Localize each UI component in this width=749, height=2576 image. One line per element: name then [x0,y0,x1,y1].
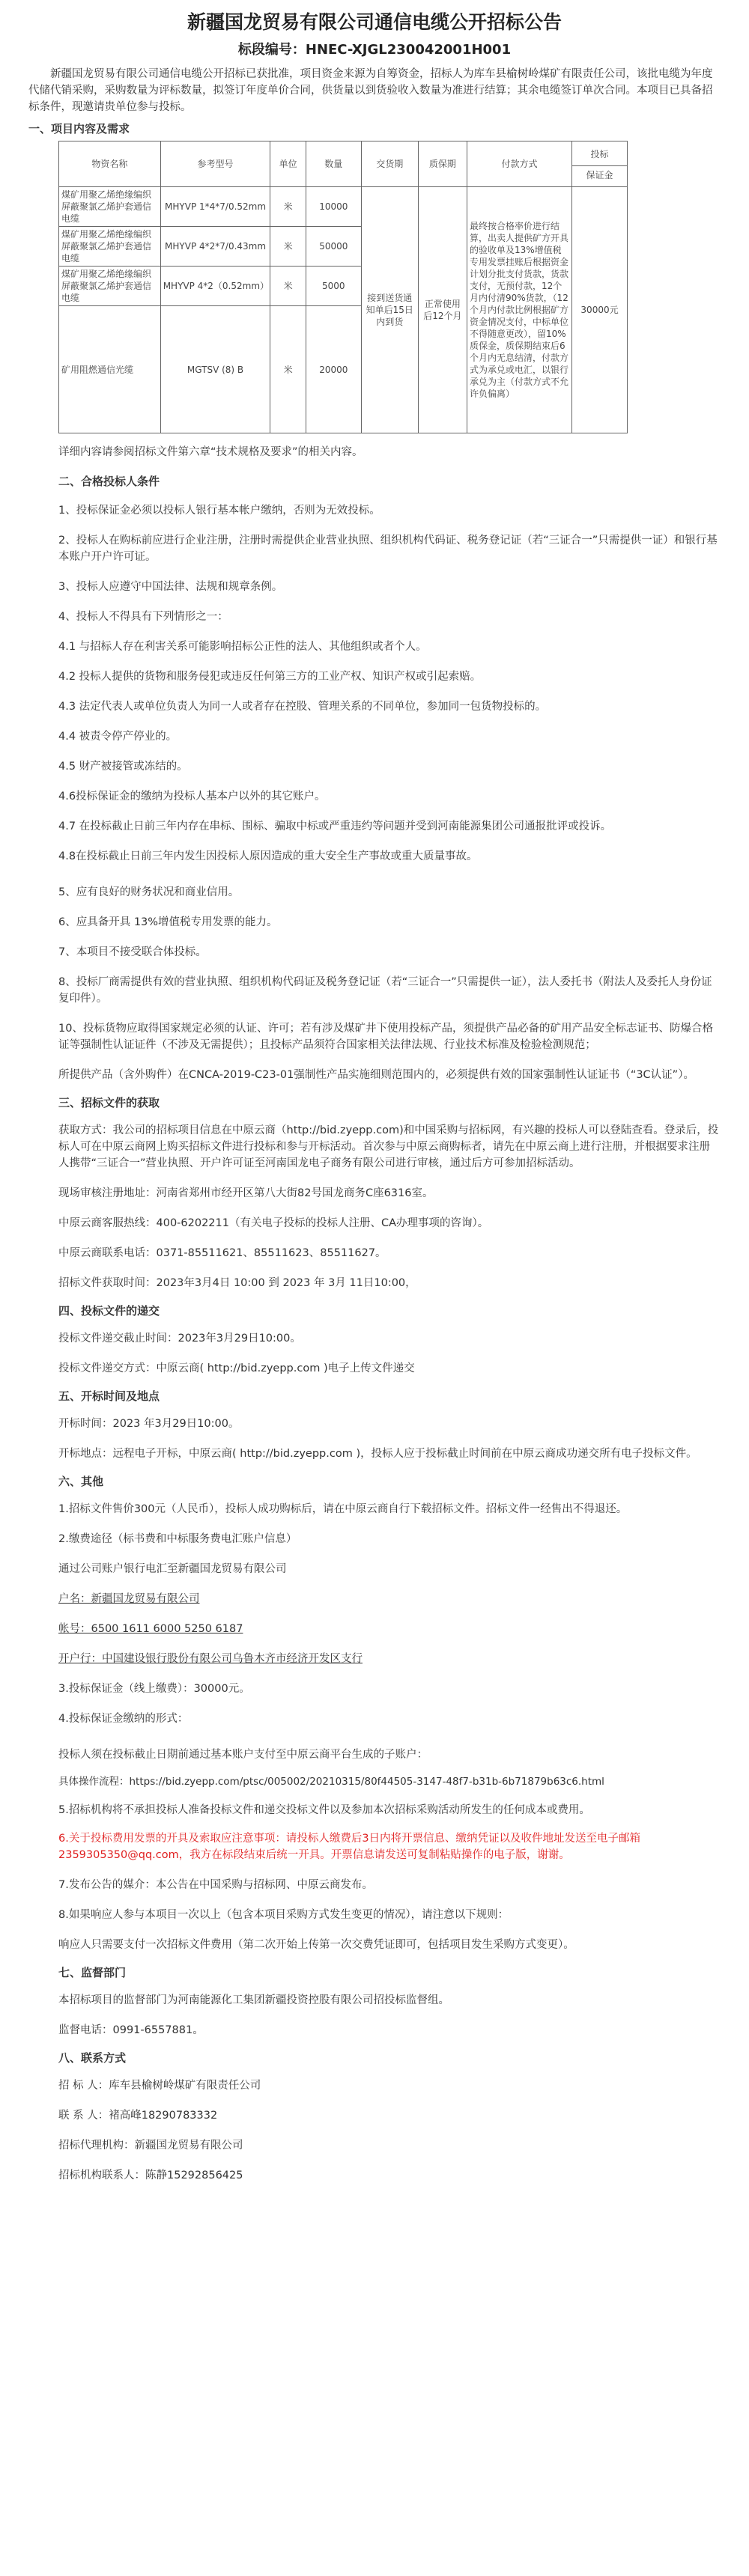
condition-item: 所提供产品（含外购件）在CNCA-2019-C23-01强制性产品实施细则范围内的，必须提供有效的国家强制性认证证书（“3C认证”）。 [58,1069,694,1081]
project-code: 标段编号：HNEC-XJGL230042001H001 [237,42,512,58]
condition-item: 5、应有良好的财务状况和商业信用。 [58,886,240,898]
header-warranty: 质保期 [418,141,467,187]
bank-account-name: 户名：新疆国龙贸易有限公司 [58,1593,200,1605]
cell-qty: 50000 [306,227,361,267]
cell-name: 煤矿用聚乙烯绝缘编织屏蔽聚氯乙烯护套通信电缆 [59,267,161,306]
section-heading-project: 一、项目内容及需求 [28,122,130,136]
cell-warranty: 正常使用后12个月 [418,187,467,433]
intro-paragraph: 新疆国龙贸易有限公司通信电缆公开招标已获批准，项目资金来源为自筹资金，招标人为库车县榆树岭煤矿有限责任公司，该批电缆为年度代储代销采购，采购数量为评标数量，拟签订年度单价合同，供货量以到货验收入数量为准进行结算；其余电缆签订单次合同。本项目已具备招标条件，现邀请贵单位参与投标。 [28,68,713,113]
cell-name: 煤矿用聚乙烯绝缘编织屏蔽聚氯乙烯护套通信电缆 [59,227,161,267]
cell-name: 煤矿用聚乙烯绝缘编织屏蔽聚氯乙烯护套通信电缆 [59,187,161,227]
other-paragraph: 响应人只需要支付一次招标文件费用（第二次开始上传第一次交费凭证即可，包括项目发生采购方式变更）。 [58,1939,574,1951]
condition-item: 2、投标人在购标前应进行企业注册，注册时需提供企业营业执照、组织机构代码证、税务登记证（若“三证合一”只需提供一证）和银行基本账户开户许可证。 [58,535,718,563]
cell-unit: 米 [270,227,306,267]
section-heading-submit: 四、投标文件的递交 [58,1304,160,1318]
condition-item: 4.1 与招标人存在利害关系可能影响招标公正性的法人、其他组织或者个人。 [58,641,427,653]
opening-paragraph: 开标地点：远程电子开标，中原云商( http://bid.zyepp.com )，投标人应于投标截止时间前在中原云商成功递交所有电子投标文件。 [58,1448,697,1460]
supervision-paragraph: 本招标项目的监督部门为河南能源化工集团新疆投资控股有限公司招投标监督组。 [58,1994,449,2006]
header-name: 物资名称 [59,141,161,187]
other-paragraph: 2.缴费途径（标书费和中标服务费电汇账户信息） [58,1533,297,1545]
cell-qty: 10000 [306,187,361,227]
contact-line: 招标代理机构：新疆国龙贸易有限公司 [58,2140,243,2152]
obtain-paragraph: 现场审核注册地址：河南省郑州市经开区第八大街82号国龙商务C座6316室。 [58,1187,434,1199]
header-delivery: 交货期 [361,141,418,187]
condition-item: 6、应具备开具 13%增值税专用发票的能力。 [58,916,278,928]
cell-model: MGTSV (8) B [160,306,270,433]
header-qty: 数量 [306,141,361,187]
supervision-paragraph: 监督电话：0991-6557881。 [58,2024,204,2036]
bank-branch: 开户行：中国建设银行股份有限公司乌鲁木齐市经济开发区支行 [58,1653,363,1665]
section-heading-qualification: 二、合格投标人条件 [58,475,160,488]
cell-unit: 米 [270,267,306,306]
contact-line: 招 标 人：库车县榆树岭煤矿有限责任公司 [58,2080,261,2092]
invoice-red-notice: 6.关于投标费用发票的开具及索取应注意事项：请投标人缴费后3日内将开票信息、缴纳凭证以及收件地址发送至电子邮箱2359305350@qq.com，我方在标段结束后统一开具。开票信息请发送可复制粘贴操作的电子版，谢谢。 [58,1833,641,1861]
opening-paragraph: 开标时间：2023 年3月29日10:00。 [58,1418,240,1430]
other-paragraph: 投标人须在投标截止日期前通过基本账户支付至中原云商平台生成的子账户： [58,1749,428,1761]
submit-paragraph: 投标文件递交方式：中原云商( http://bid.zyepp.com )电子上传文件递交 [58,1362,415,1374]
obtain-paragraph: 招标文件获取时间：2023年3月4日 10:00 到 2023 年 3月 11日10:00， [58,1277,416,1289]
condition-item: 7、本项目不接受联合体投标。 [58,946,207,958]
other-paragraph: 4.投标保证金缴纳的形式： [58,1713,189,1725]
detail-note: 详细内容请参阅招标文件第六章“技术规格及要求”的相关内容。 [58,446,363,458]
cell-payment: 最终按合格率价进行结算，出卖人提供矿方开具的验收单及13%增值税专用发票挂账后根据资金计划分批支付货款，货款支付，无预付款，12个月内付清90%货款，（12个月内付款比例根据矿方资金情况支付，中标单位不得随意更改），留10%质保金，质保期结束后6个月内无息结清，付款方式为承兑或电汇，以银行承兑为主（付款方式不允许负偏离） [467,187,571,433]
obtain-paragraph: 中原云商客服热线：400-6202211（有关电子投标的投标人注册、CA办理事项的咨询）。 [58,1217,489,1229]
other-paragraph: 3.投标保证金（线上缴费）：30000元。 [58,1683,250,1695]
section-heading-contact: 八、联系方式 [58,2051,127,2065]
condition-item: 4.2 投标人提供的货物和服务侵犯或违反任何第三方的工业产权、知识产权或引起索赔。 [58,671,482,683]
cell-unit: 米 [270,187,306,227]
submit-paragraph: 投标文件递交截止时间：2023年3月29日10:00。 [58,1333,301,1345]
cell-model: MHYVP 4*2*7/0.43mm [160,227,270,267]
cell-name: 矿用阻燃通信光缆 [59,306,161,433]
condition-item: 4.5 财产被接管或冻结的。 [58,761,188,773]
section-heading-other: 六、其他 [58,1475,104,1488]
cell-model: MHYVP 4*2（0.52mm） [160,267,270,306]
bank-account-number: 帐号：6500 1611 6000 5250 6187 [58,1623,243,1635]
condition-item: 4.3 法定代表人或单位负责人为同一人或者存在控股、管理关系的不同单位，参加同一包货物投标的。 [58,701,547,713]
cell-delivery: 接到送货通知单后15日内到货 [361,187,418,433]
contact-line: 招标机构联系人：陈静15292856425 [58,2169,243,2181]
header-model: 参考型号 [160,141,270,187]
header-bond [572,141,628,187]
condition-item: 4.7 在投标截止日前三年内存在串标、围标、骗取中标或严重违约等问题并受到河南能源集团公司通报批评或投诉。 [58,820,612,832]
cell-qty: 5000 [306,267,361,306]
section-heading-obtain: 三、招标文件的获取 [58,1096,160,1109]
page-title: 新疆国龙贸易有限公司通信电缆公开招标公告 [187,11,562,33]
other-paragraph: 7.发布公告的媒介：本公告在中国采购与招标网、中原云商发布。 [58,1879,373,1891]
other-paragraph: 通过公司账户银行电汇至新疆国龙贸易有限公司 [58,1563,287,1575]
other-paragraph: 8.如果响应人参与本项目一次以上（包含本项目采购方式发生变更的情况），请注意以下规则： [58,1909,509,1921]
condition-item: 3、投标人应遵守中国法律、法规和规章条例。 [58,581,283,593]
condition-item: 1、投标保证金必须以投标人银行基本帐户缴纳，否则为无效投标。 [58,505,380,517]
payment-guide-link[interactable]: 具体操作流程：https://bid.zyepp.com/ptsc/005002/20210315/80f44505-3147-48f7-b31b-6b71879b63c6.html [58,1776,604,1788]
condition-item: 4、投标人不得具有下列情形之一： [58,611,228,623]
other-paragraph: 5.招标机构将不承担投标人准备投标文件和递交投标文件以及参加本次招标采购活动所发生的任何成本或费用。 [58,1804,590,1816]
condition-item: 4.6投标保证金的缴纳为投标人基本户以外的其它账户。 [58,791,326,803]
condition-item: 4.8在投标截止日前三年内发生因投标人原因造成的重大安全生产事故或重大质量事故。 [58,850,478,862]
table-header-row [59,141,628,187]
condition-item: 8、投标厂商需提供有效的营业执照、组织机构代码证及税务登记证（若“三证合一”只需提供一证），法人委托书（附法人及委托人身份证复印件）。 [58,976,712,1005]
cell-model: MHYVP 1*4*7/0.52mm [160,187,270,227]
items-table [58,141,628,433]
header-bond-bottom: 保证金 [586,170,613,180]
cell-qty: 20000 [306,306,361,433]
obtain-paragraph: 获取方式：我公司的招标项目信息在中原云商（http://bid.zyepp.com)和中国采购与招标网，有兴趣的投标人可以登陆查看。登录后，投标人可在中原云商网上购买招标文件进行投标和参与开标活动。首次参与中原云商购标者，请先在中原云商上进行注册，并根据要求注册人携带“三证合一”营业执照、开户许可证至河南国龙电子商务有限公司进行审核，通过后方可参加招标活动。 [58,1124,719,1169]
contact-line: 联 系 人：褚高峰18290783332 [58,2110,218,2122]
cell-bond: 30000元 [572,187,628,433]
obtain-paragraph: 中原云商联系电话：0371-85511621、85511623、85511627。 [58,1247,386,1259]
section-heading-opening: 五、开标时间及地点 [58,1389,160,1403]
condition-item: 10、投标货物应取得国家规定必须的认证、许可；若有涉及煤矿井下使用投标产品，须提供产品必备的矿用产品安全标志证书、防爆合格证等强制性认证证件（不涉及无需提供）；且投标产品须符合国家相关法律法规、行业技术标准及检验检测规范； [58,1023,713,1051]
cell-unit: 米 [270,306,306,433]
header-bond-top: 投标 [572,143,627,166]
header-payment: 付款方式 [467,141,571,187]
other-paragraph: 1.招标文件售价300元（人民币），投标人成功购标后，请在中原云商自行下载招标文件。招标文件一经售出不得退还。 [58,1503,628,1515]
header-unit: 单位 [270,141,306,187]
section-heading-supervision: 七、监督部门 [58,1966,127,1979]
table-row [59,187,628,227]
condition-item: 4.4 被责令停产停业的。 [58,731,178,743]
